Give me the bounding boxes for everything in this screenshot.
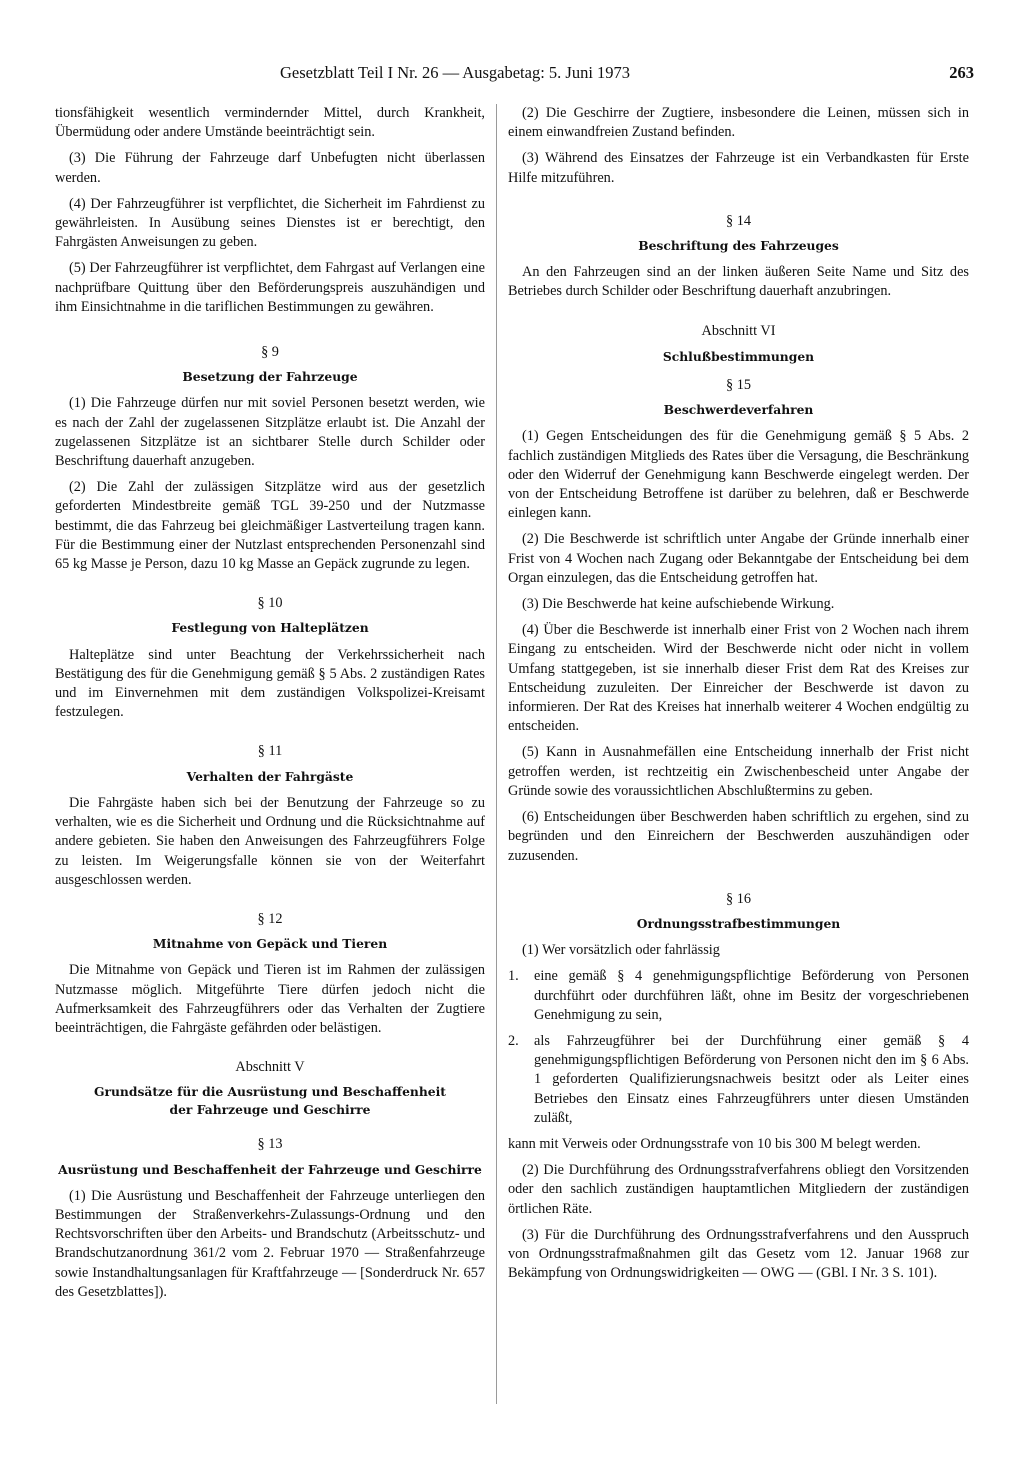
chapter-label: Abschnitt VI [701, 322, 776, 339]
section-heading: Festlegung von Halteplätzen [171, 620, 369, 636]
paragraph: (3) Für die Durchführung des Ordnungsstrafverfahrens und den Ausspruch von Ordnungsstrafmaßnahmen gilt das Gesetz vom 12. Januar 1968 zur Bekämpfung von Ordnungswidrigkeiten — OWG — (GBl. I Nr. 3 S. 101). [508, 1226, 969, 1282]
paragraph: (6) Entscheidungen über Beschwerden haben schriftlich zu ergehen, sind zu begründen und den Einreichern der Beschwerden auszuhändigen oder zuzusenden. [508, 809, 969, 864]
paragraph: (1) Die Fahrzeuge dürfen nur mit soviel Personen besetzt werden, wie es nach der Zahl der zugelassenen Sitzplätze erlaubt ist. Die Anzahl der zugelassenen Sitzplätze ist an sichtbarer Stelle durch Schilder oder Beschriftung dauerhaft anzugeben. [55, 395, 485, 470]
paragraph: Die Fahrgäste haben sich bei der Benutzung der Fahrzeuge so zu verhalten, wie es die Sicherheit und Ordnung und die Rücksichtnahme auf andere gebieten. Sie haben den Anweisungen des Fahrzeugführers Folge zu leisten. Im Weigerungsfalle können sie von der Weiterfahrt ausgeschlossen werden. [55, 794, 485, 888]
list-item-text: als Fahrzeugführer bei der Durchführung einer gemäß § 4 genehmigungspflichtigen Beförderung von Personen nicht den im § 6 Abs. 1 geforderten Qualifizierungsnachweis besitzt oder als Leiter eines Betriebes den Einsatz eines Fahrzeugführers unter diesen Umständen zuläßt, [534, 1032, 969, 1126]
chapter-heading-line: Grundsätze für die Ausrüstung und Beschaffenheit [94, 1084, 446, 1100]
section-heading: Verhalten der Fahrgäste [186, 768, 354, 784]
page-header [280, 62, 974, 84]
paragraph: (3) Während des Einsatzes der Fahrzeuge ist ein Verbandkasten für Erste Hilfe mitzuführen. [508, 150, 969, 186]
paragraph: (2) Die Zahl der zulässigen Sitzplätze wird aus der gesetzlich geforderten Mindestbreite gemäß TGL 39-250 und der Nutzmasse bestimmt, die das Fahrzeug bei gleichmäßiger Lastverteilung tragen kann. Für die Bestimmung einer der Nutzlast entsprechenden Personenzahl sind 65 kg Masse je Person, dazu 10 kg Masse an Gepäck zugrunde zu legen. [55, 479, 485, 573]
section-number: § 11 [257, 743, 283, 760]
list-item [508, 1032, 969, 1128]
paragraph: (5) Der Fahrzeugführer ist verpflichtet, dem Fahrgast auf Verlangen eine nachprüfbare Quittung über den Beförderungspreis auszuhändigen und ihm Einsichtnahme in die tariflichen Bestimmungen zu gewähren. [55, 260, 485, 315]
list-item-number: 1. [508, 968, 519, 985]
chapter-heading-line: der Fahrzeuge und Geschirre [169, 1102, 371, 1118]
running-title: Gesetzblatt Teil I Nr. 26 — Ausgabetag: 5. Juni 1973 [280, 63, 631, 82]
section-heading: Ordnungsstrafbestimmungen [636, 915, 841, 931]
chapter-heading: Schlußbestimmungen [662, 348, 815, 364]
section-number: § 12 [257, 910, 283, 927]
section-heading: Ausrüstung und Beschaffenheit der Fahrzeuge und Geschirre [58, 1161, 482, 1177]
paragraph: (2) Die Durchführung des Ordnungsstrafverfahrens obliegt den Vorsitzenden oder den sachlich zuständigen hauptamtlichen Mitgliedern der zuständigen örtlichen Räte. [508, 1162, 969, 1217]
section-number: § 13 [257, 1136, 283, 1153]
paragraph: (5) Kann in Ausnahmefällen eine Entscheidung innerhalb der Frist nicht getroffen werden, ist rechtzeitig ein Zwischenbescheid unter Angabe der Gründe sowie des voraussichtlichen Abschlußtermins zu geben. [508, 744, 969, 799]
section-number: § 15 [725, 377, 752, 394]
paragraph: An den Fahrzeugen sind an der linken äußeren Seite Name und Sitz des Betriebes durch Schilder oder Beschriftung dauerhaft anzubringen. [508, 264, 969, 300]
paragraph: (2) Die Geschirre der Zugtiere, insbesondere die Leinen, müssen sich in einem einwandfreien Zustand befinden. [508, 105, 969, 141]
list-item [508, 967, 969, 1025]
paragraph: (1) Die Ausrüstung und Beschaffenheit der Fahrzeuge unterliegen den Bestimmungen der Straßenverkehrs-Zulassungs-Ordnung und den Rechtsvorschriften über den Arbeits- und Brandschutz (Arbeitsschutz- und Brandschutzanordnung 361/2 vom 2. Februar 1970 — Straßenfahrzeuge sowie Instandhaltungsanlagen für Kraftfahrzeuge — [Sonderdruck Nr. 657 des Gesetzblattes]). [55, 1187, 485, 1300]
paragraph: tionsfähigkeit wesentlich vermindernder Mittel, durch Krankheit, Übermüdung oder andere Umstände beeinträchtigt sein. [55, 105, 485, 141]
paragraph: (3) Die Führung der Fahrzeuge darf Unbefugten nicht überlassen werden. [55, 150, 485, 186]
section-heading: Beschriftung des Fahrzeuges [638, 238, 839, 254]
section-number: § 10 [257, 595, 283, 612]
right-column [508, 104, 969, 1290]
paragraph: (1) Gegen Entscheidungen des für die Genehmigung gemäß § 5 Abs. 2 fachlich zuständigen Mitglieds des Rates über die Versagung, die Beschränkung oder den Widerruf der Genehmigung kann Beschwerde eingelegt werden. Der von der Entscheidung Betroffene ist darüber zu belehren, daß er Beschwerde einlegen kann. [508, 428, 969, 522]
list-item-text: eine gemäß § 4 genehmigungspflichtige Beförderung von Personen durchführt oder durchführen läßt, ohne im Besitz der vorgeschriebenen Genehmigung zu sein, [534, 968, 969, 1023]
left-column [55, 104, 485, 1309]
section-heading: Besetzung der Fahrzeuge [182, 369, 358, 385]
paragraph: kann mit Verweis oder Ordnungsstrafe von 10 bis 300 M belegt werden. [508, 1135, 921, 1152]
paragraph: (2) Die Beschwerde ist schriftlich unter Angabe der Gründe innerhalb einer Frist von 4 Wochen nach Zugang oder Bekanntgabe der Entscheidung bei dem Organ einzulegen, das die Entscheidung getroffen hat. [508, 531, 969, 586]
list-item-number: 2. [508, 1032, 519, 1049]
paragraph: (1) Wer vorsätzlich oder fahrlässig [522, 942, 720, 959]
chapter-label: Abschnitt V [235, 1059, 305, 1076]
column-divider [496, 104, 497, 1404]
section-heading: Beschwerdeverfahren [663, 402, 814, 418]
paragraph: (4) Der Fahrzeugführer ist verpflichtet, die Sicherheit im Fahrdienst zu gewährleisten. In Ausübung seines Dienstes ist er berechtigt, den Fahrgästen Anweisungen zu geben. [55, 195, 485, 251]
section-number: § 9 [261, 344, 279, 361]
section-heading: Mitnahme von Gepäck und Tieren [152, 936, 388, 952]
paragraph: (3) Die Beschwerde hat keine aufschiebende Wirkung. [522, 596, 835, 613]
section-number: § 14 [725, 212, 752, 229]
paragraph: (4) Über die Beschwerde ist innerhalb einer Frist von 2 Wochen nach ihrem Eingang zu entscheiden. Wird der Beschwerde nicht oder nicht in vollem Umfang stattgegeben, ist sie innerhalb dieser Frist dem Rat des Kreises zur Entscheidung zuzuleiten. Der Einreicher der Beschwerde ist davon zu informieren. Der Rat des Kreises hat innerhalb weiterer 4 Wochen endgültig zu entscheiden. [508, 622, 969, 735]
paragraph: Die Mitnahme von Gepäck und Tieren ist im Rahmen der zulässigen Nutzmasse möglich. Mitgeführte Tiere dürfen jedoch nicht die Aufmerksamkeit des Fahrzeugführers oder das Verhalten der Zugtiere beeinträchtigen, die Fahrgäste gefährden oder belästigen. [55, 962, 485, 1036]
paragraph: Halteplätze sind unter Beachtung der Verkehrssicherheit nach Bestätigung des für die Genehmigung gemäß § 5 Abs. 2 zuständigen Rates und im Einvernehmen mit dem zuständigen Volkspolizei-Kreisamt festzulegen. [55, 646, 485, 721]
section-number: § 16 [725, 890, 752, 907]
page-number: 263 [949, 63, 974, 82]
